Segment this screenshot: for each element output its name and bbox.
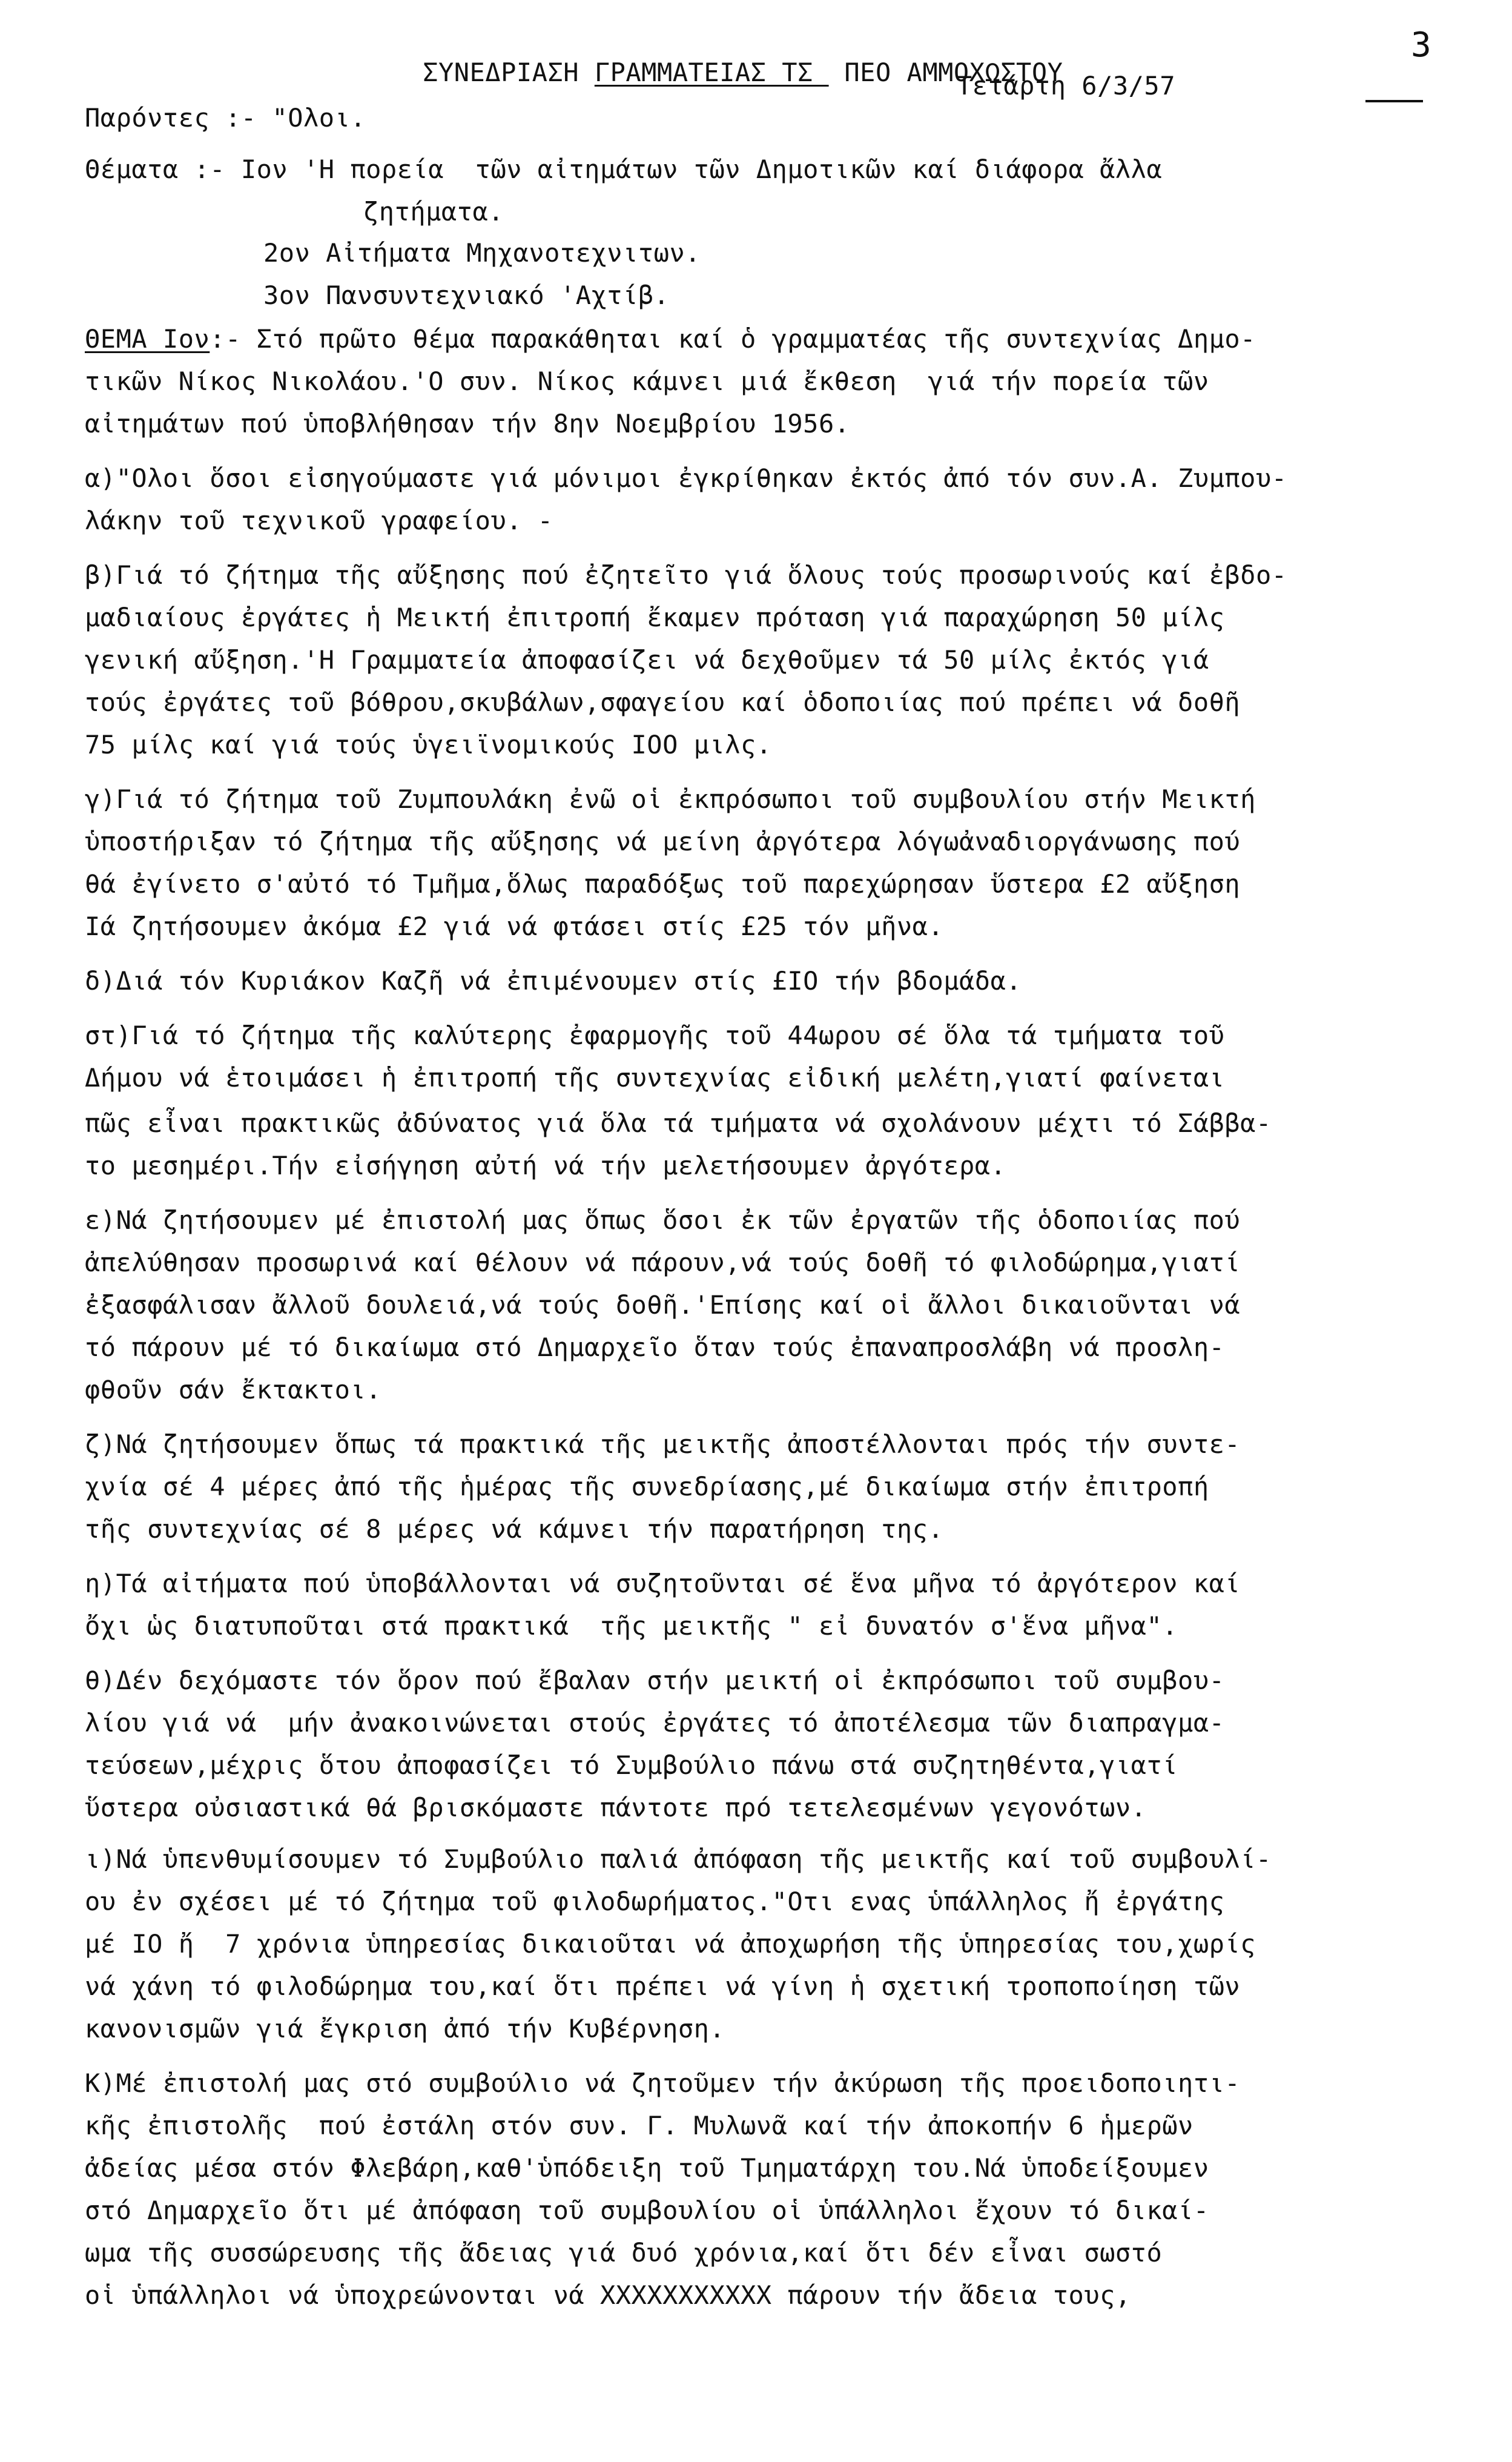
body-line-42: ωμα τῆς συσσώρευσης τῆς ἄδειας γιά δυό χρόνια,καί ὅτι δέν εἶναι σωστό bbox=[85, 2238, 1163, 2268]
title-suffix: ΠΕΟ ΑΜΜΟΧΩΣΤΟΥ bbox=[828, 58, 1063, 87]
body-line-25: χνία σέ 4 μέρες ἀπό τῆς ἡμέρας τῆς συνεδρίασης,μέ δικαίωμα στήν ἐπιτροπή bbox=[85, 1472, 1209, 1501]
topic-item-2: 2ον Αἰτήματα Μηχανοτεχνιτων. bbox=[263, 238, 701, 268]
body-line-0 bbox=[85, 321, 1256, 357]
body-line-13: Iά ζητήσουμεν ἀκόμα £2 γιά νά φτάσει στίς £25 τόν μῆνα. bbox=[85, 912, 944, 941]
body-line-24: ζ)Νά ζητήσουμεν ὅπως τά πρακτικά τῆς μεικτῆς ἀποστέλλονται πρός τήν συντε- bbox=[85, 1429, 1241, 1459]
body-line-18: το μεσημέρι.Τήν εἰσήγηση αὐτή νά τήν μελετήσουμεν ἀργότερα. bbox=[85, 1151, 1006, 1180]
body-line-16: Δήμου νά ἑτοιμάσει ἡ ἐπιτροπή τῆς συντεχνίας εἰδική μελέτη,γιατί φαίνεται bbox=[85, 1063, 1225, 1093]
body-line-2: αἰτημάτων πού ὑποβλήθησαν τήν 8ην Νοεμβρίου 1956. bbox=[85, 409, 850, 438]
body-line-9: 75 μίλς καί γιά τούς ὑγειϊνομικούς ΙΟΟ μιλς. bbox=[85, 730, 772, 759]
body-line-32: ὕστερα οὐσιαστικά θά βρισκόμαστε πάντοτε πρό τετελεσμένων γεγονότων. bbox=[85, 1793, 1147, 1822]
body-line-3: α)"Ολοι ὅσοι εἰσηγούμαστε γιά μόνιμοι ἐγκρίθηκαν ἐκτός ἀπό τόν συν.Α. Ζυμπου- bbox=[85, 463, 1287, 493]
title-prefix: ΣΥΝΕΔΡΙΑΣΗ bbox=[423, 58, 595, 87]
body-line-28: ὄχι ὡς διατυποῦται στά πρακτικά τῆς μεικτῆς " εἰ δυνατόν σ'ἕνα μῆνα". bbox=[85, 1611, 1178, 1641]
body-line-0-text: :- Στό πρῶτο θέμα παρακάθηται καί ὁ γραμματέας τῆς συντεχνίας Δημο- bbox=[210, 324, 1256, 354]
body-line-33: ι)Νά ὑπενθυμίσουμεν τό Συμβούλιο παλιά ἀπόφαση τῆς μεικτῆς καί τοῦ συμβουλί- bbox=[85, 1844, 1272, 1874]
body-line-37: κανονισμῶν γιά ἔγκριση ἀπό τήν Κυβέρνηση. bbox=[85, 2014, 725, 2043]
body-line-7: γενική αὔξηση.'Η Γραμματεία ἀποφασίζει νά δεχθοῦμεν τά 50 μίλς ἐκτός γιά bbox=[85, 645, 1209, 675]
body-line-6: μαδιαίους ἐργάτες ἡ Μεικτή ἐπιτροπή ἔκαμεν πρόταση γιά παραχώρηση 50 μίλς bbox=[85, 603, 1225, 632]
body-line-27: η)Τά αἰτήματα πού ὑποβάλλονται νά συζητοῦνται σέ ἕνα μῆνα τό ἀργότερον καί bbox=[85, 1569, 1241, 1598]
body-line-43: οἱ ὑπάλληλοι νά ὑποχρεώνονται νά XXXXXXXXXXX πάρουν τήν ἄδεια τους, bbox=[85, 2280, 1131, 2310]
body-line-10: γ)Γιά τό ζήτημα τοῦ Ζυμπουλάκη ἐνῶ οἱ ἐκπρόσωποι τοῦ συμβουλίου στήν Μεικτή bbox=[85, 784, 1256, 814]
body-line-22: τό πάρουν μέ τό δικαίωμα στό Δημαρχεῖο ὅταν τούς ἐπαναπροσλάβη νά προσλη- bbox=[85, 1332, 1225, 1362]
body-line-41: στό Δημαρχεῖο ὅτι μέ ἀπόφαση τοῦ συμβουλίου οἱ ὑπάλληλοι ἔχουν τό δικαί- bbox=[85, 2196, 1209, 2225]
body-line-17: πῶς εἶναι πρακτικῶς ἀδύνατος γιά ὅλα τά τμήματα νά σχολάνουν μέχτι τό Σάββα- bbox=[85, 1108, 1272, 1138]
body-line-35: μέ ΙΟ ἤ 7 χρόνια ὑπηρεσίας δικαιοῦται νά ἀποχωρήση τῆς ὑπηρεσίας του,χωρίς bbox=[85, 1929, 1256, 1959]
topic-item-3: 3ον Πανσυντεχνιακό 'Αχτίβ. bbox=[263, 280, 670, 310]
attendees-line: Παρόντες :- "Ολοι. bbox=[85, 103, 366, 133]
body-line-31: τεύσεων,μέχρις ὅτου ἀποφασίζει τό Συμβούλιο πάνω στά συζητηθέντα,γιατί bbox=[85, 1750, 1178, 1780]
body-line-29: θ)Δέν δεχόμαστε τόν ὅρον πού ἔβαλαν στήν μεικτή οἱ ἐκπρόσωποι τοῦ συμβου- bbox=[85, 1666, 1225, 1695]
title-underlined: ΓΡΑΜΜΑΤΕΙΑΣ ΤΣ bbox=[594, 58, 829, 87]
body-line-14: δ)Διά τόν Κυριάκον Καζῆ νά ἐπιμένουμεν στίς £ΙΟ τήν βδομάδα. bbox=[85, 966, 1022, 996]
thema-label: ΘΕΜΑ Ιον bbox=[85, 324, 210, 354]
body-line-11: ὑποστήριξαν τό ζήτημα τῆς αὔξησης νά μείνη ἀργότερα λόγωἀναδιοργάνωσης πού bbox=[85, 827, 1241, 856]
body-line-36: νά χάνη τό φιλοδώρημα του,καί ὅτι πρέπει νά γίνη ἡ σχετική τροποποίηση τῶν bbox=[85, 1971, 1241, 2001]
topics-line-2: ζητήματα. bbox=[363, 197, 504, 227]
body-line-40: ἀδείας μέσα στόν Φλεβάρη,καθ'ὑπόδειξη τοῦ Τμηματάρχη του.Νά ὑποδείξουμεν bbox=[85, 2153, 1209, 2183]
page-number-mark: 3 bbox=[1411, 25, 1431, 65]
body-line-26: τῆς συντεχνίας σέ 8 μέρες νά κάμνει τήν παρατήρηση της. bbox=[85, 1514, 944, 1544]
body-line-15: στ)Γιά τό ζήτημα τῆς καλύτερης ἐφαρμογῆς τοῦ 44ωρου σέ ὅλα τά τμήματα τοῦ bbox=[85, 1021, 1225, 1050]
body-line-30: λίου γιά νά μήν ἀνακοινώνεται στούς ἐργάτες τό ἀποτέλεσμα τῶν διαπραγμα- bbox=[85, 1708, 1225, 1738]
body-line-23: φθοῦν σάν ἔκτακτοι. bbox=[85, 1375, 381, 1405]
body-line-1: τικῶν Νίκος Νικολάου.'Ο συν. Νίκος κάμνει μιά ἔκθεση γιά τήν πορεία τῶν bbox=[85, 366, 1209, 396]
body-line-20: ἀπελύθησαν προσωρινά καί θέλουν νά πάρουν,νά τούς δοθῆ τό φιλοδώρημα,γιατί bbox=[85, 1248, 1241, 1277]
body-line-4: λάκην τοῦ τεχνικοῦ γραφείου. - bbox=[85, 506, 553, 535]
body-line-39: κῆς ἐπιστολῆς πού ἐστάλη στόν συν. Γ. Μυλωνᾶ καί τήν ἀποκοπήν 6 ἡμερῶν bbox=[85, 2111, 1193, 2140]
topics-line-1: Θέματα :- Ιον 'Η πορεία τῶν αἰτημάτων τῶν Δημοτικῶν καί διάφορα ἄλλα bbox=[85, 154, 1163, 184]
body-line-38: Κ)Μέ ἐπιστολή μας στό συμβούλιο νά ζητοῦμεν τήν ἀκύρωση τῆς προειδοποιητι- bbox=[85, 2068, 1241, 2098]
body-line-21: ἐξασφάλισαν ἄλλοῦ δουλειά,νά τούς δοθῆ.'Επίσης καί οἱ ἄλλοι δικαιοῦνται νά bbox=[85, 1290, 1241, 1320]
body-line-8: τούς ἐργάτες τοῦ βόθρου,σκυβάλων,σφαγείου καί ὁδοποιίας πού πρέπει νά δοθῆ bbox=[85, 687, 1241, 717]
meeting-date: Τετάρτη 6/3/57 bbox=[957, 71, 1176, 101]
header-dash-mark bbox=[1365, 100, 1423, 102]
body-line-5: β)Γιά τό ζήτημα τῆς αὔξησης πού ἐζητεῖτο γιά ὅλους τούς προσωρινούς καί ἐβδο- bbox=[85, 560, 1287, 590]
body-line-19: ε)Νά ζητήσουμεν μέ ἐπιστολή μας ὅπως ὅσοι ἐκ τῶν ἐργατῶν τῆς ὁδοποιίας πού bbox=[85, 1205, 1241, 1235]
body-line-12: θά ἐγίνετο σ'αὐτό τό Τμῆμα,ὅλως παραδόξως τοῦ παρεχώρησαν ὕστερα £2 αὔξηση bbox=[85, 869, 1241, 899]
body-line-34: ου ἐν σχέσει μέ τό ζήτημα τοῦ φιλοδωρήματος."Οτι ενας ὑπάλληλος ἤ ἐργάτης bbox=[85, 1887, 1225, 1916]
